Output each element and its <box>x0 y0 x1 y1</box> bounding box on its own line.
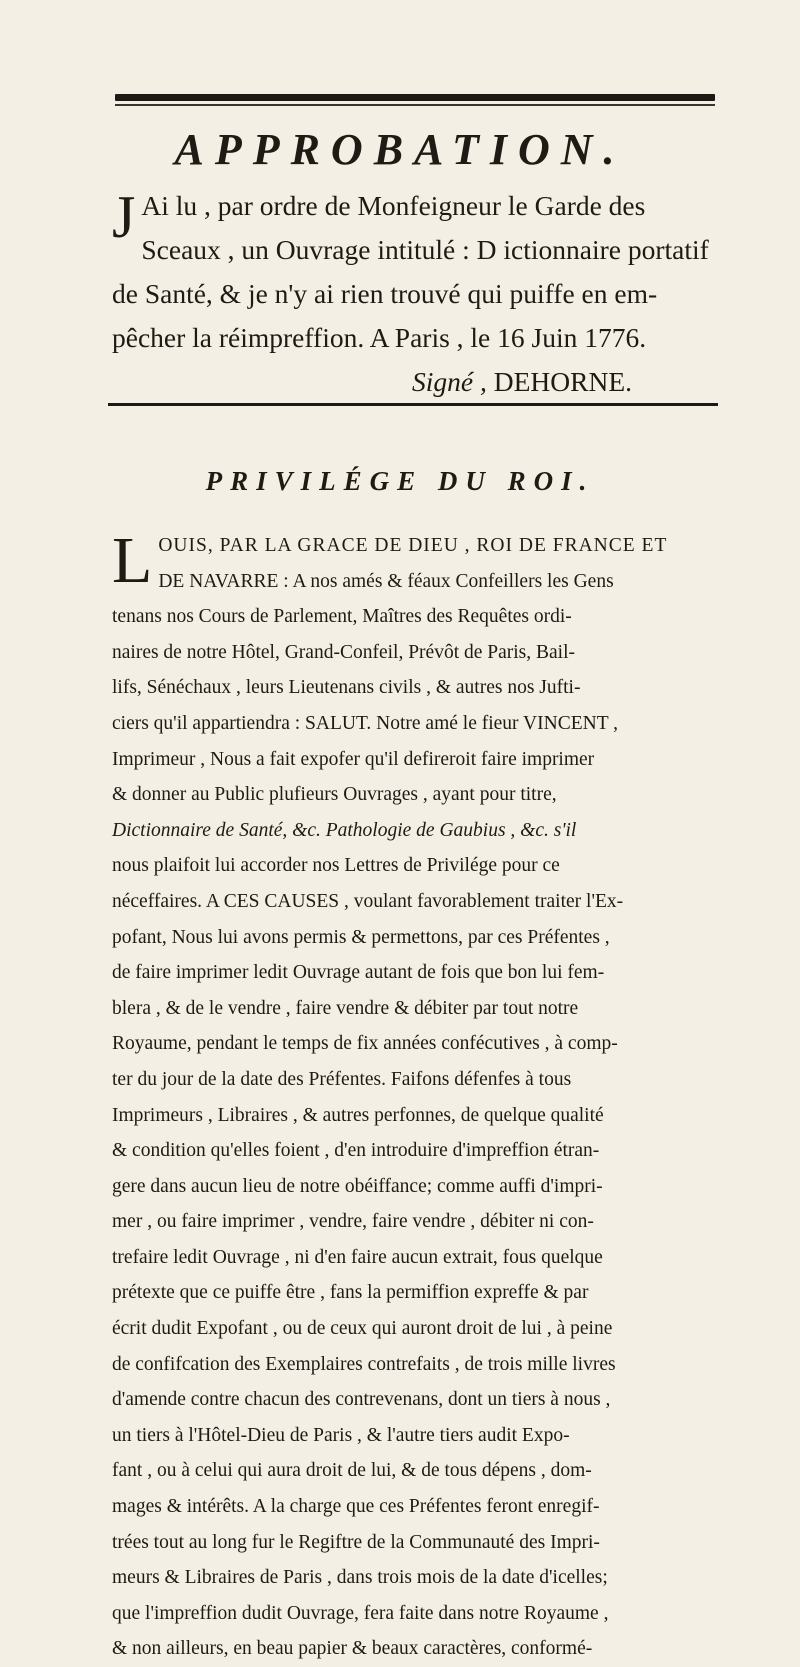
top-thin-rule <box>115 104 715 106</box>
privilege-line: Royaume, pendant le temps de fix années confécutives , à comp- <box>112 1033 618 1055</box>
privilege-line: de confifcation des Exemplaires contrefaits , de trois mille livres <box>112 1353 616 1375</box>
privilege-line: lifs, Sénéchaux , leurs Lieutenans civils , & autres nos Jufti- <box>112 677 581 699</box>
approbation-line: Sceaux , un Ouvrage intitulé : D ictionnaire portatif <box>141 234 709 265</box>
privilege-heading: PRIVILÉGE DU ROI. <box>205 466 595 496</box>
privilege-line: DE NAVARRE : A nos amés & féaux Confeillers les Gens <box>158 570 614 592</box>
privilege-line: trées tout au long fur le Regiftre de la Communauté des Impri- <box>112 1531 600 1553</box>
privilege-line: d'amende contre chacun des contrevenans, dont un tiers à nous , <box>112 1389 611 1411</box>
privilege-text <box>112 524 722 1667</box>
top-ornamental-rule <box>115 94 715 101</box>
privilege-line: pofant, Nous lui avons permis & permettons, par ces Préfentes , <box>112 926 610 948</box>
signed-label: Signé , <box>412 366 487 397</box>
privilege-line: OUIS, PAR LA GRACE DE DIEU , ROI DE FRANCE ET <box>158 535 668 556</box>
privilege-line: Dictionnaire de Santé, &c. Pathologie de Gaubius , &c. s'il <box>112 819 577 841</box>
approbation-text <box>112 184 722 404</box>
signatory-name: DEHORNE. <box>493 366 632 397</box>
section-divider-rule <box>108 403 718 406</box>
approbation-line: de Santé, & je n'y ai rien trouvé qui puiffe en em- <box>112 278 658 309</box>
privilege-line: fant , ou à celui qui aura droit de lui, & de tous dépens , dom- <box>112 1460 592 1482</box>
privilege-line: écrit dudit Expofant , ou de ceux qui auront droit de lui , à peine <box>112 1318 613 1340</box>
privilege-line: & condition qu'elles foient , d'en introduire d'impreffion étran- <box>112 1140 600 1162</box>
privilege-line: Imprimeurs , Libraires , & autres perfonnes, de quelque qualité <box>112 1104 604 1126</box>
privilege-line: & donner au Public plufieurs Ouvrages , ayant pour titre, <box>112 784 557 806</box>
privilege-line: mages & intérêts. A la charge que ces Préfentes feront enregif- <box>112 1496 600 1518</box>
approbation-line: pêcher la réimpreffion. A Paris , le 16 Juin 1776. <box>112 322 647 353</box>
privilege-line: ciers qu'il appartiendra : SALUT. Notre amé le fieur VINCENT , <box>112 712 619 734</box>
privilege-line: meurs & Libraires de Paris , dans trois mois de la date d'icelles; <box>112 1567 608 1589</box>
privilege-line: de faire imprimer ledit Ouvrage autant de fois que bon lui fem- <box>112 962 605 984</box>
privilege-line: prétexte que ce puiffe être , fans la permiffion expreffe & par <box>112 1282 589 1304</box>
privilege-line: ter du jour de la date des Préfentes. Faifons défenfes à tous <box>112 1068 572 1090</box>
privilege-line: tenans nos Cours de Parlement, Maîtres des Requêtes ordi- <box>112 606 572 628</box>
privilege-line: trefaire ledit Ouvrage , ni d'en faire aucun extrait, fous quelque <box>112 1246 603 1268</box>
privilege-drop-letter: L <box>112 524 153 597</box>
approbation-line: Ai lu , par ordre de Monfeigneur le Garde des <box>141 190 646 221</box>
privilege-line: & non ailleurs, en beau papier & beaux caractères, conformé- <box>112 1638 593 1660</box>
privilege-line: gere dans aucun lieu de notre obéiffance; comme auffi d'impri- <box>112 1175 603 1197</box>
privilege-line: un tiers à l'Hôtel-Dieu de Paris , & l'autre tiers audit Expo- <box>112 1424 570 1446</box>
privilege-line: que l'impreffion dudit Ouvrage, fera faite dans notre Royaume , <box>112 1602 609 1624</box>
approbation-drop-letter: J <box>112 184 136 250</box>
privilege-line: mer , ou faire imprimer , vendre, faire vendre , débiter ni con- <box>112 1211 594 1233</box>
privilege-line: néceffaires. A CES CAUSES , voulant favorablement traiter l'Ex- <box>112 890 624 912</box>
approbation-signature <box>112 360 722 404</box>
privilege-line: nous plaifoit lui accorder nos Lettres de Privilége pour ce <box>112 855 560 877</box>
privilege-line: Imprimeur , Nous a fait expofer qu'il defireroit faire imprimer <box>112 748 595 770</box>
privilege-line: blera , & de le vendre , faire vendre & débiter par tout notre <box>112 997 579 1019</box>
privilege-line: naires de notre Hôtel, Grand-Confeil, Prévôt de Paris, Bail- <box>112 641 576 663</box>
approbation-heading: APPROBATION. <box>174 125 626 174</box>
